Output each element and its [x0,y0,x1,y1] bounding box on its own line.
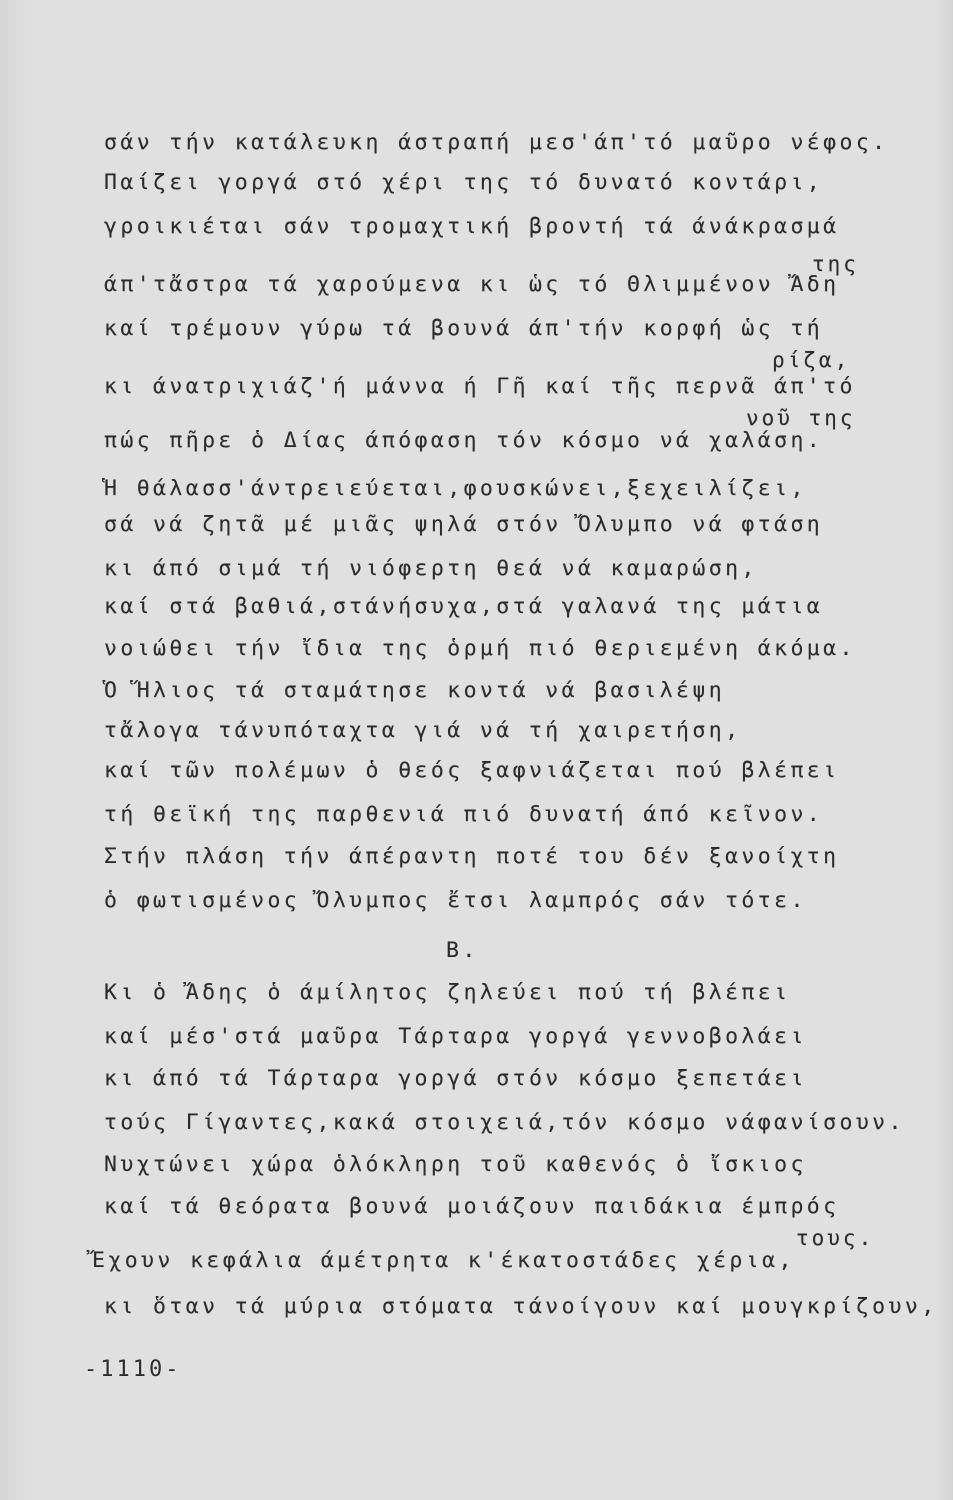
text-line: άπ'τἄστρα τά χαρούμενα κι ὡς τό Θλιμμένον Ἄδη [104,272,840,297]
text-line: κι άπό τά Τάρταρα γοργά στόν κόσμο ξεπετάει [104,1066,807,1091]
text-line: τή θεϊκή της παρθενιά πιό δυνατή άπό κεῖνον. [104,802,824,827]
text-line: κι ὅταν τά μύρια στόματα τάνοίγουν καί μουγκρίζουν, [104,1294,938,1319]
text-line: σά νά ζητᾶ μέ μιᾶς ψηλά στόν Ὄλυμπο νά φτάση [104,512,824,537]
text-line-overflow: νοῦ της [746,406,856,430]
text-line-overflow: τους. [796,1226,875,1250]
text-line: σάν τήν κατάλευκη άστραπή μεσ'άπ'τό μαῦρο νέφος. [104,130,889,155]
text-line: τἄλογα τάνυπόταχτα γιά νά τή χαιρετήση, [104,718,742,743]
text-line: Ἡ θάλασσ'άντρειεύεται,φουσκώνει,ξεχειλίζει, [104,476,807,501]
text-line-overflow: ρίζα, [772,348,851,372]
text-line: κι άπό σιμά τή νιόφερτη θεά νά καμαρώση, [104,556,758,581]
text-line: Παίζει γοργά στό χέρι της τό δυνατό κοντάρι, [104,170,824,195]
text-line: Κι ὁ Ἄδης ὁ άμίλητος ζηλεύει πού τή βλέπει [104,980,791,1005]
text-line-overflow: της [812,252,859,276]
text-line: πώς πῆρε ὁ Δίας άπόφαση τόν κόσμο νά χαλάση. [104,428,824,453]
text-line: καί τρέμουν γύρω τά βουνά άπ'τήν κορφή ὡς τή [104,316,824,341]
text-line: καί μέσ'στά μαῦρα Τάρταρα γοργά γεννοβολάει [104,1024,807,1049]
text-line: καί τά θεόρατα βουνά μοιάζουν παιδάκια έμπρός [104,1194,840,1219]
page-number: -1110- [84,1357,182,1382]
text-line: καί τῶν πολέμων ὁ θεός ξαφνιάζεται πού βλέπει [104,758,840,783]
section-heading: Β. [446,938,479,963]
text-line: Στήν πλάση τήν άπέραντη ποτέ του δέν ξανοίχτη [104,844,840,869]
text-line: τούς Γίγαντες,κακά στοιχειά,τόν κόσμο νάφανίσουν. [104,1110,905,1135]
text-line: ὁ φωτισμένος Ὄλυμπος ἔτσι λαμπρός σάν τότε. [104,888,807,913]
text-line: Ὁ Ἥλιος τά σταμάτησε κοντά νά βασιλέψη [104,678,726,703]
text-line: γροικιέται σάν τρομαχτική βροντή τά άνάκρασμά [104,214,840,239]
text-line: καί στά βαθιά,στάνήσυχα,στά γαλανά της μάτια [104,594,824,619]
text-line: νοιώθει τήν ἴδια της ὁρμή πιό θεριεμένη άκόμα. [104,636,856,661]
text-line: Νυχτώνει χώρα ὁλόκληρη τοῦ καθενός ὁ ἴσκιος [104,1152,807,1177]
text-line: Ἔχουν κεφάλια άμέτρητα κ'έκατοστάδες χέρια, [92,1248,795,1273]
text-line: κι άνατριχιάζ'ή μάννα ή Γῆ καί τῆς περνᾶ άπ'τό [104,374,856,399]
